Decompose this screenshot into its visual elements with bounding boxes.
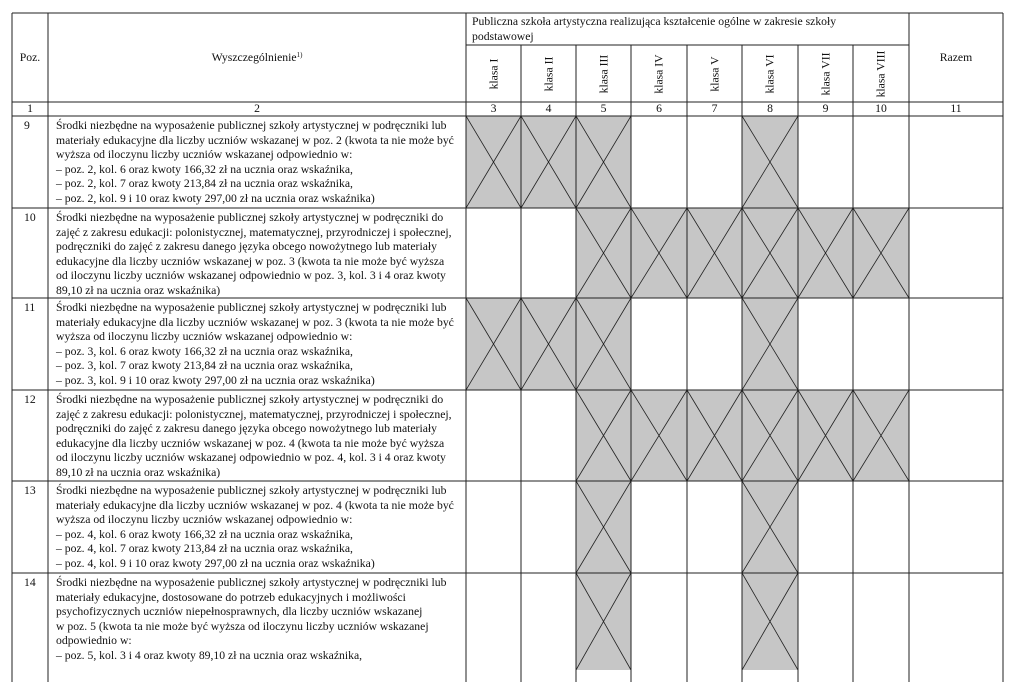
description-line: zajęć z zakresu edukacji: polonistycznej, matematycznej, przyrodniczej i społecznej, xyxy=(56,225,452,239)
spec-header: Wyszczególnienie$^{1)}$ xyxy=(211,51,303,64)
description-line: – poz. 3, kol. 7 oraz kwoty 213,84 zł na ucznia oraz wskaźnika, xyxy=(56,359,353,373)
column-number: 1 xyxy=(27,101,33,115)
row-poz: 10 xyxy=(24,211,36,224)
total-header: Razem xyxy=(939,51,973,64)
group-header xyxy=(472,15,836,44)
description-line: Środki niezbędne na wyposażenie publicznej szkoły artystycznej w podręczniki lub xyxy=(56,576,447,589)
row-description xyxy=(56,119,454,207)
column-number: 6 xyxy=(656,101,662,115)
class-header: klasa III xyxy=(597,54,610,93)
description-line: – poz. 5, kol. 3 i 4 oraz kwoty 89,10 zł na ucznia oraz wskaźnika, xyxy=(56,648,363,662)
description-line: zajęć z zakresu edukacji: polonistycznej, matematycznej, przyrodniczej i społecznej, xyxy=(56,407,452,421)
column-number: 7 xyxy=(711,101,718,115)
group-header-line2: podstawowej xyxy=(472,29,534,43)
row-description xyxy=(56,484,454,572)
column-number: 3 xyxy=(490,101,497,115)
crossed-cell xyxy=(742,208,798,298)
row-description xyxy=(56,301,454,389)
crossed-cell xyxy=(576,116,631,208)
crossed-cell xyxy=(742,573,798,670)
description-line: materiały edukacyjne, dostosowane do potrzeb edukacyjnych i możliwości xyxy=(56,590,406,604)
crossed-cell xyxy=(576,298,631,390)
crossed-cell xyxy=(687,208,742,298)
description-line: materiały edukacyjne dla liczby uczniów wskazanej w poz. 2 (kwota ta nie może być xyxy=(56,133,454,147)
description-line: Środki niezbędne na wyposażenie publicznej szkoły artystycznej w podręczniki do xyxy=(56,393,444,406)
description-line: wyższa od iloczynu liczby uczniów wskazanej odpowiednio w: xyxy=(56,148,353,162)
row-description xyxy=(56,393,452,481)
crossed-cell xyxy=(853,208,909,298)
row-poz: 11 xyxy=(24,301,36,314)
crossed-cell xyxy=(687,390,742,481)
description-line: Środki niezbędne na wyposażenie publicznej szkoły artystycznej w podręczniki lub xyxy=(56,484,447,497)
crossed-cell xyxy=(742,298,798,390)
description-line: od iloczynu liczby uczniów wskazanej odpowiednio w poz. 4, kol. 3 i 4 oraz kwoty xyxy=(56,451,446,465)
crossed-cell xyxy=(576,481,631,573)
description-line: podręczniki do zajęć z zakresu danego języka obcego nowożytnego lub materiały xyxy=(56,240,437,254)
description-line: materiały edukacyjne dla liczby uczniów wskazanej w poz. 3 (kwota ta nie może być xyxy=(56,315,454,329)
description-line: odpowiednio w: xyxy=(56,634,132,648)
description-line: psychofizycznych uczniów niepełnosprawnych, dla liczby uczniów wskazanej xyxy=(56,605,423,619)
crossed-cell xyxy=(521,116,576,208)
column-number: 8 xyxy=(767,101,773,115)
crossed-cell xyxy=(853,390,909,481)
description-line: – poz. 4, kol. 9 i 10 oraz kwoty 297,00 zł na ucznia oraz wskaźnika) xyxy=(56,556,375,570)
description-line: od iloczynu liczby uczniów wskazanej odpowiednio w poz. 3, kol. 3 i 4 oraz kwoty xyxy=(56,269,446,283)
description-line: Środki niezbędne na wyposażenie publicznej szkoły artystycznej w podręczniki lub xyxy=(56,119,447,132)
crossed-cell xyxy=(742,481,798,573)
crossed-cell xyxy=(466,298,521,390)
crossed-cell xyxy=(576,573,631,670)
row-poz: 14 xyxy=(24,576,36,589)
description-line: – poz. 2, kol. 6 oraz kwoty 166,32 zł na ucznia oraz wskaźnika, xyxy=(56,162,353,176)
description-line: – poz. 4, kol. 6 oraz kwoty 166,32 zł na ucznia oraz wskaźnika, xyxy=(56,527,353,541)
crossed-cell xyxy=(521,298,576,390)
crossed-cell xyxy=(742,390,798,481)
class-header: klasa I xyxy=(487,58,500,89)
description-line: wyższa od iloczynu liczby uczniów wskazanej odpowiednio w: xyxy=(56,513,353,527)
description-line: – poz. 3, kol. 6 oraz kwoty 166,32 zł na ucznia oraz wskaźnika, xyxy=(56,344,353,358)
description-line: w poz. 5 (kwota ta nie może być wyższa od iloczynu liczby uczniów wskazanej xyxy=(56,619,429,633)
crossed-cell xyxy=(798,208,853,298)
crossed-cell xyxy=(466,116,521,208)
description-line: Środki niezbędne na wyposażenie publicznej szkoły artystycznej w podręczniki lub xyxy=(56,301,447,314)
column-number: 4 xyxy=(545,101,552,115)
group-header-line1: Publiczna szkoła artystyczna realizująca kształcenie ogólne w zakresie szkoły xyxy=(472,15,837,28)
column-number: 2 xyxy=(254,101,260,115)
description-line: 89,10 zł na ucznia oraz wskaźnika) xyxy=(56,465,221,479)
description-line: – poz. 2, kol. 7 oraz kwoty 213,84 zł na ucznia oraz wskaźnika, xyxy=(56,177,353,191)
crossed-cell xyxy=(576,208,631,298)
poz-header: Poz. xyxy=(19,51,41,64)
row-description xyxy=(56,211,452,299)
description-line: 89,10 zł na ucznia oraz wskaźnika) xyxy=(56,283,221,297)
description-line: – poz. 2, kol. 9 i 10 oraz kwoty 297,00 zł na ucznia oraz wskaźnika) xyxy=(56,191,375,205)
class-header: klasa IV xyxy=(652,53,666,94)
column-number: 10 xyxy=(875,101,887,115)
description-line: edukacyjne dla liczby uczniów wskazanej w poz. 3 (kwota ta nie może być wyższa xyxy=(56,254,445,268)
description-line: wyższa od iloczynu liczby uczniów wskazanej odpowiednio w: xyxy=(56,330,353,344)
class-header: klasa VII xyxy=(819,52,832,95)
description-line: edukacyjne dla liczby uczniów wskazanej w poz. 4 (kwota ta nie może być wyższa xyxy=(56,436,445,450)
column-number: 9 xyxy=(822,101,829,115)
row-poz: 12 xyxy=(24,393,36,406)
description-line: materiały edukacyjne dla liczby uczniów wskazanej w poz. 4 (kwota ta nie może być xyxy=(56,498,454,512)
crossed-cell xyxy=(742,116,798,208)
class-header: klasa VI xyxy=(763,53,777,94)
class-header: klasa II xyxy=(542,56,555,91)
description-line: podręczniki do zajęć z zakresu danego języka obcego nowożytnego lub materiały xyxy=(56,422,437,436)
description-line: Środki niezbędne na wyposażenie publicznej szkoły artystycznej w podręczniki do xyxy=(56,211,444,224)
description-line: – poz. 3, kol. 9 i 10 oraz kwoty 297,00 zł na ucznia oraz wskaźnika) xyxy=(56,373,375,387)
class-header: klasa V xyxy=(708,55,721,92)
row-poz: 13 xyxy=(24,484,36,497)
crossed-cell xyxy=(631,208,687,298)
row-description xyxy=(56,576,446,664)
crossed-cell xyxy=(576,390,631,481)
description-line: – poz. 4, kol. 7 oraz kwoty 213,84 zł na ucznia oraz wskaźnika, xyxy=(56,542,353,556)
column-number: 11 xyxy=(950,101,962,115)
crossed-cell xyxy=(798,390,853,481)
row-poz: 9 xyxy=(24,119,30,132)
crossed-cell xyxy=(631,390,687,481)
class-header: klasa VIII xyxy=(874,50,888,97)
column-number: 5 xyxy=(600,101,607,115)
